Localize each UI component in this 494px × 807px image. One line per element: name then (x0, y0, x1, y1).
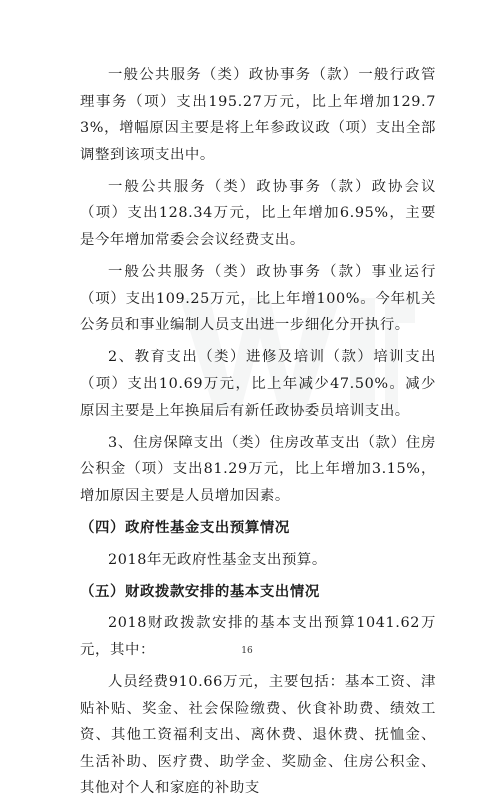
paragraph-housing: 3、住房保障支出（类）住房改革支出（款）住房公积金（项）支出81.29万元，比上年增加3.15%，增加原因主要是人员增加因素。 (80, 434, 436, 504)
paragraph-cppcc-meeting: 一般公共服务（类）政协事务（款）政协会议（项）支出128.34万元，比上年增加6.95%，主要是今年增加常委会会议经费支出。 (80, 178, 436, 249)
paragraph-education: 2、教育支出（类）进修及培训（款）培训支出（项）支出10.69万元，比上年减少47.50%。减少原因主要是上年换届后有新任政协委员培训支出。 (80, 349, 436, 419)
paragraph-personnel-expenses: 人员经费910.66万元，主要包括：基本工资、津贴补贴、奖金、社会保险缴费、伙食补助费、绩效工资、其他工资福利支出、离休费、退休费、抚恤金、生活补助、医疗费、助学金、奖励金、住房公积金、其他对个人和家庭的补助支 (80, 673, 436, 797)
paragraph-government-fund: 2018年无政府性基金支出预算。 (108, 551, 327, 568)
section-heading-government-fund: （四）政府性基金支出预算情况 (80, 519, 290, 536)
paragraph-operation: 一般公共服务（类）政协事务（款）事业运行（项）支出109.25万元，比上年增100%。今年机关公务员和事业编制人员支出进一步细化分开执行。 (80, 264, 436, 334)
page-number: 16 (241, 646, 253, 656)
paragraph-basic-expenditure: 2018财政拨款安排的基本支出预算1041.62万元，其中： (80, 615, 436, 658)
document-body (80, 62, 436, 807)
section-heading-basic-expenditure: （五）财政拨款安排的基本支出情况 (80, 582, 320, 600)
paragraph-general-admin: 一般公共服务（类）政协事务（款）一般行政管理事务（项）支出195.27万元，比上年增加129.73%，增幅原因主要是将上年参政议政（项）支出全部调整到该项支出中。 (80, 67, 436, 163)
